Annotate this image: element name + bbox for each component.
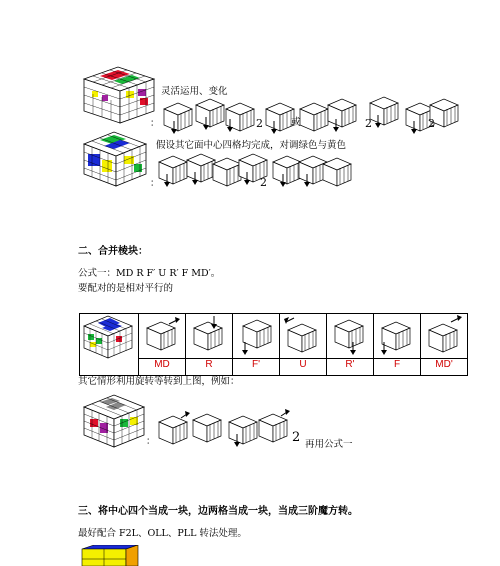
cube-top-view-3: [80, 393, 148, 449]
multiplier-2: 2: [260, 176, 267, 189]
cube-move-icon: [374, 314, 420, 358]
cube-partial-image: [80, 545, 140, 566]
separator-colon: ：: [150, 118, 160, 129]
pairing-note: 要配对的是相对平行的: [78, 283, 174, 294]
section-heading-merge-edges: 二、合并棱块：: [78, 246, 148, 257]
multiplier-2: 2: [365, 117, 372, 130]
cube-move-icon: [139, 314, 185, 358]
formula-table: [79, 313, 468, 376]
other-cases-note: 其它情形利用旋转等转到上图，例如：: [78, 376, 240, 387]
move-label-F: F: [374, 359, 421, 376]
note-swap-green-yellow: 假设其它面中心四格均完成，对调绿色与黄色: [156, 140, 347, 151]
note-flexible-use: 灵活运用、变化: [161, 86, 228, 97]
move-cell: [139, 314, 186, 359]
move-label-R-prime: R': [327, 359, 374, 376]
cube-move-icon: [233, 314, 279, 358]
multiplier-2: 2: [292, 430, 301, 445]
move-label-R: R: [186, 359, 233, 376]
cube-move-icon: [186, 314, 232, 358]
section-heading-treat-as-3x3: 三、将中心四个当成一块，边两格当成一块，当成三阶魔方转。: [78, 506, 358, 517]
method-note: 最好配合 F2L、OLL、PLL 转法处理。: [78, 528, 247, 539]
separator-colon: ：: [146, 436, 156, 447]
reuse-formula-note: 再用公式一: [305, 439, 353, 450]
move-cell: [374, 314, 421, 359]
move-cell: [186, 314, 233, 359]
move-label-MD: MD: [139, 359, 186, 376]
multiplier-2: 2: [256, 117, 263, 130]
table-row: [80, 314, 468, 359]
move-sequence-row-2: [155, 150, 355, 190]
separator-colon: ：: [150, 178, 160, 189]
move-sequence-row-3: [155, 408, 295, 450]
start-cube-image: [80, 314, 136, 360]
table-row: [80, 359, 468, 376]
move-sequence-row-1: [160, 95, 460, 135]
move-cell: [233, 314, 280, 359]
or-label: 或: [291, 117, 301, 128]
start-cube-cell: [80, 314, 139, 376]
multiplier-2: 2: [428, 117, 435, 130]
move-cell: [280, 314, 327, 359]
move-label-F-prime: F': [233, 359, 280, 376]
move-label-MD-prime: MD': [421, 359, 468, 376]
move-cell: [421, 314, 468, 359]
cube-move-icon: [280, 314, 326, 358]
cube-move-icon: [421, 314, 467, 358]
cube-top-view-2: [80, 130, 150, 188]
cube-move-icon: [327, 314, 373, 358]
move-label-U: U: [280, 359, 327, 376]
formula-one: 公式一：MD R F′ U R′ F MD′。: [78, 268, 221, 279]
move-cell: [327, 314, 374, 359]
cube-top-view-1: [80, 65, 158, 125]
